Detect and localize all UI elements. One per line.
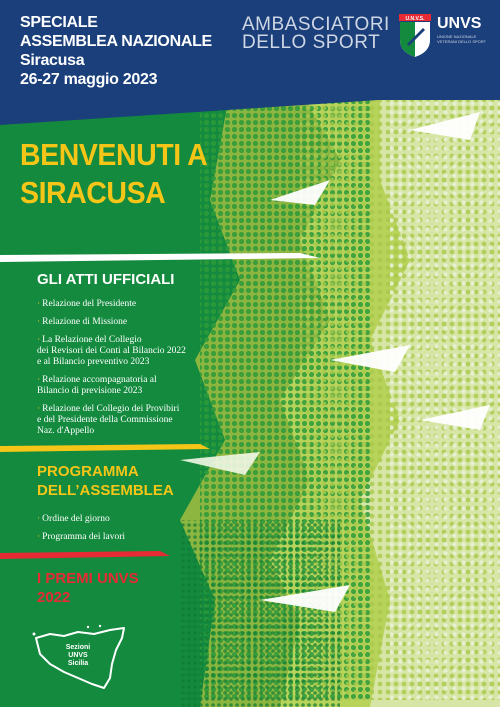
bullet-icon: · <box>37 514 41 524</box>
premi-title-line1: I PREMI UNVS <box>37 570 139 587</box>
header-dates: 26-27 maggio 2023 <box>20 71 158 88</box>
bullet-icon: · <box>37 375 41 385</box>
list-item-relazione-provibiri[interactable]: · Relazione del Collegio dei Provibiri e del Presidente della Commissione Naz. d'Appello <box>37 404 180 436</box>
atti-section-title: GLI ATTI UFFICIALI <box>37 271 175 288</box>
programma-list <box>37 514 125 550</box>
unvs-brand-subtitle: UNIONE NAZIONALE VETERANI DELLO SPORT <box>437 34 487 44</box>
map-label-line1: Sezioni <box>65 644 91 651</box>
unvs-shield-logo <box>397 14 433 58</box>
logo-badge-text: U.N.V.S. <box>405 16 425 22</box>
header-speciale: SPECIALE <box>20 14 98 31</box>
header-title-block <box>20 13 212 89</box>
list-item-ordine-giorno[interactable]: · Ordine del giorno <box>37 514 110 524</box>
bullet-icon: · <box>37 532 41 542</box>
unvs-brand: UNVS <box>437 15 482 32</box>
map-label-line2: UNVS <box>68 652 88 659</box>
atti-list <box>37 299 186 444</box>
map-label-line3: Sicilia <box>67 660 89 667</box>
bullet-icon: · <box>37 335 41 345</box>
list-item-relazione-revisori[interactable]: · La Relazione del Collegio dei Revisori dei Conti al Bilancio 2022 e al Bilancio preventivo 2023 <box>37 335 186 367</box>
list-item-programma-lavori[interactable]: · Programma dei lavori <box>37 532 126 542</box>
welcome-title <box>20 136 207 212</box>
list-item-relazione-accompagnatoria[interactable]: · Relazione accompagnatoria al Bilancio di previsione 2023 <box>37 375 157 396</box>
welcome-title-line2: SIRACUSA <box>20 175 166 210</box>
header-city: Siracusa <box>20 52 85 69</box>
list-item-relazione-missione[interactable]: · Relazione di Missione <box>37 317 128 327</box>
programma-section-title <box>37 462 174 500</box>
map-label <box>60 644 96 668</box>
programma-title-line2: DELL’ASSEMBLEA <box>37 482 174 499</box>
ambasciatori-line2: DELLO SPORT <box>242 32 381 53</box>
ambasciatori-logo-text <box>242 16 390 52</box>
bullet-icon: · <box>37 404 41 414</box>
list-item-relazione-presidente[interactable]: · Relazione del Presidente <box>37 299 137 309</box>
premi-section-title[interactable] <box>37 569 139 607</box>
header-assemblea: ASSEMBLEA NAZIONALE <box>20 33 212 50</box>
bullet-icon: · <box>37 317 41 327</box>
ambasciatori-line1: AMBASCIATORI <box>242 14 390 35</box>
premi-title-line2: 2022 <box>37 589 71 606</box>
bullet-icon: · <box>37 299 41 309</box>
programma-title-line1: PROGRAMMA <box>37 463 139 480</box>
welcome-title-line1: BENVENUTI A <box>20 137 208 172</box>
